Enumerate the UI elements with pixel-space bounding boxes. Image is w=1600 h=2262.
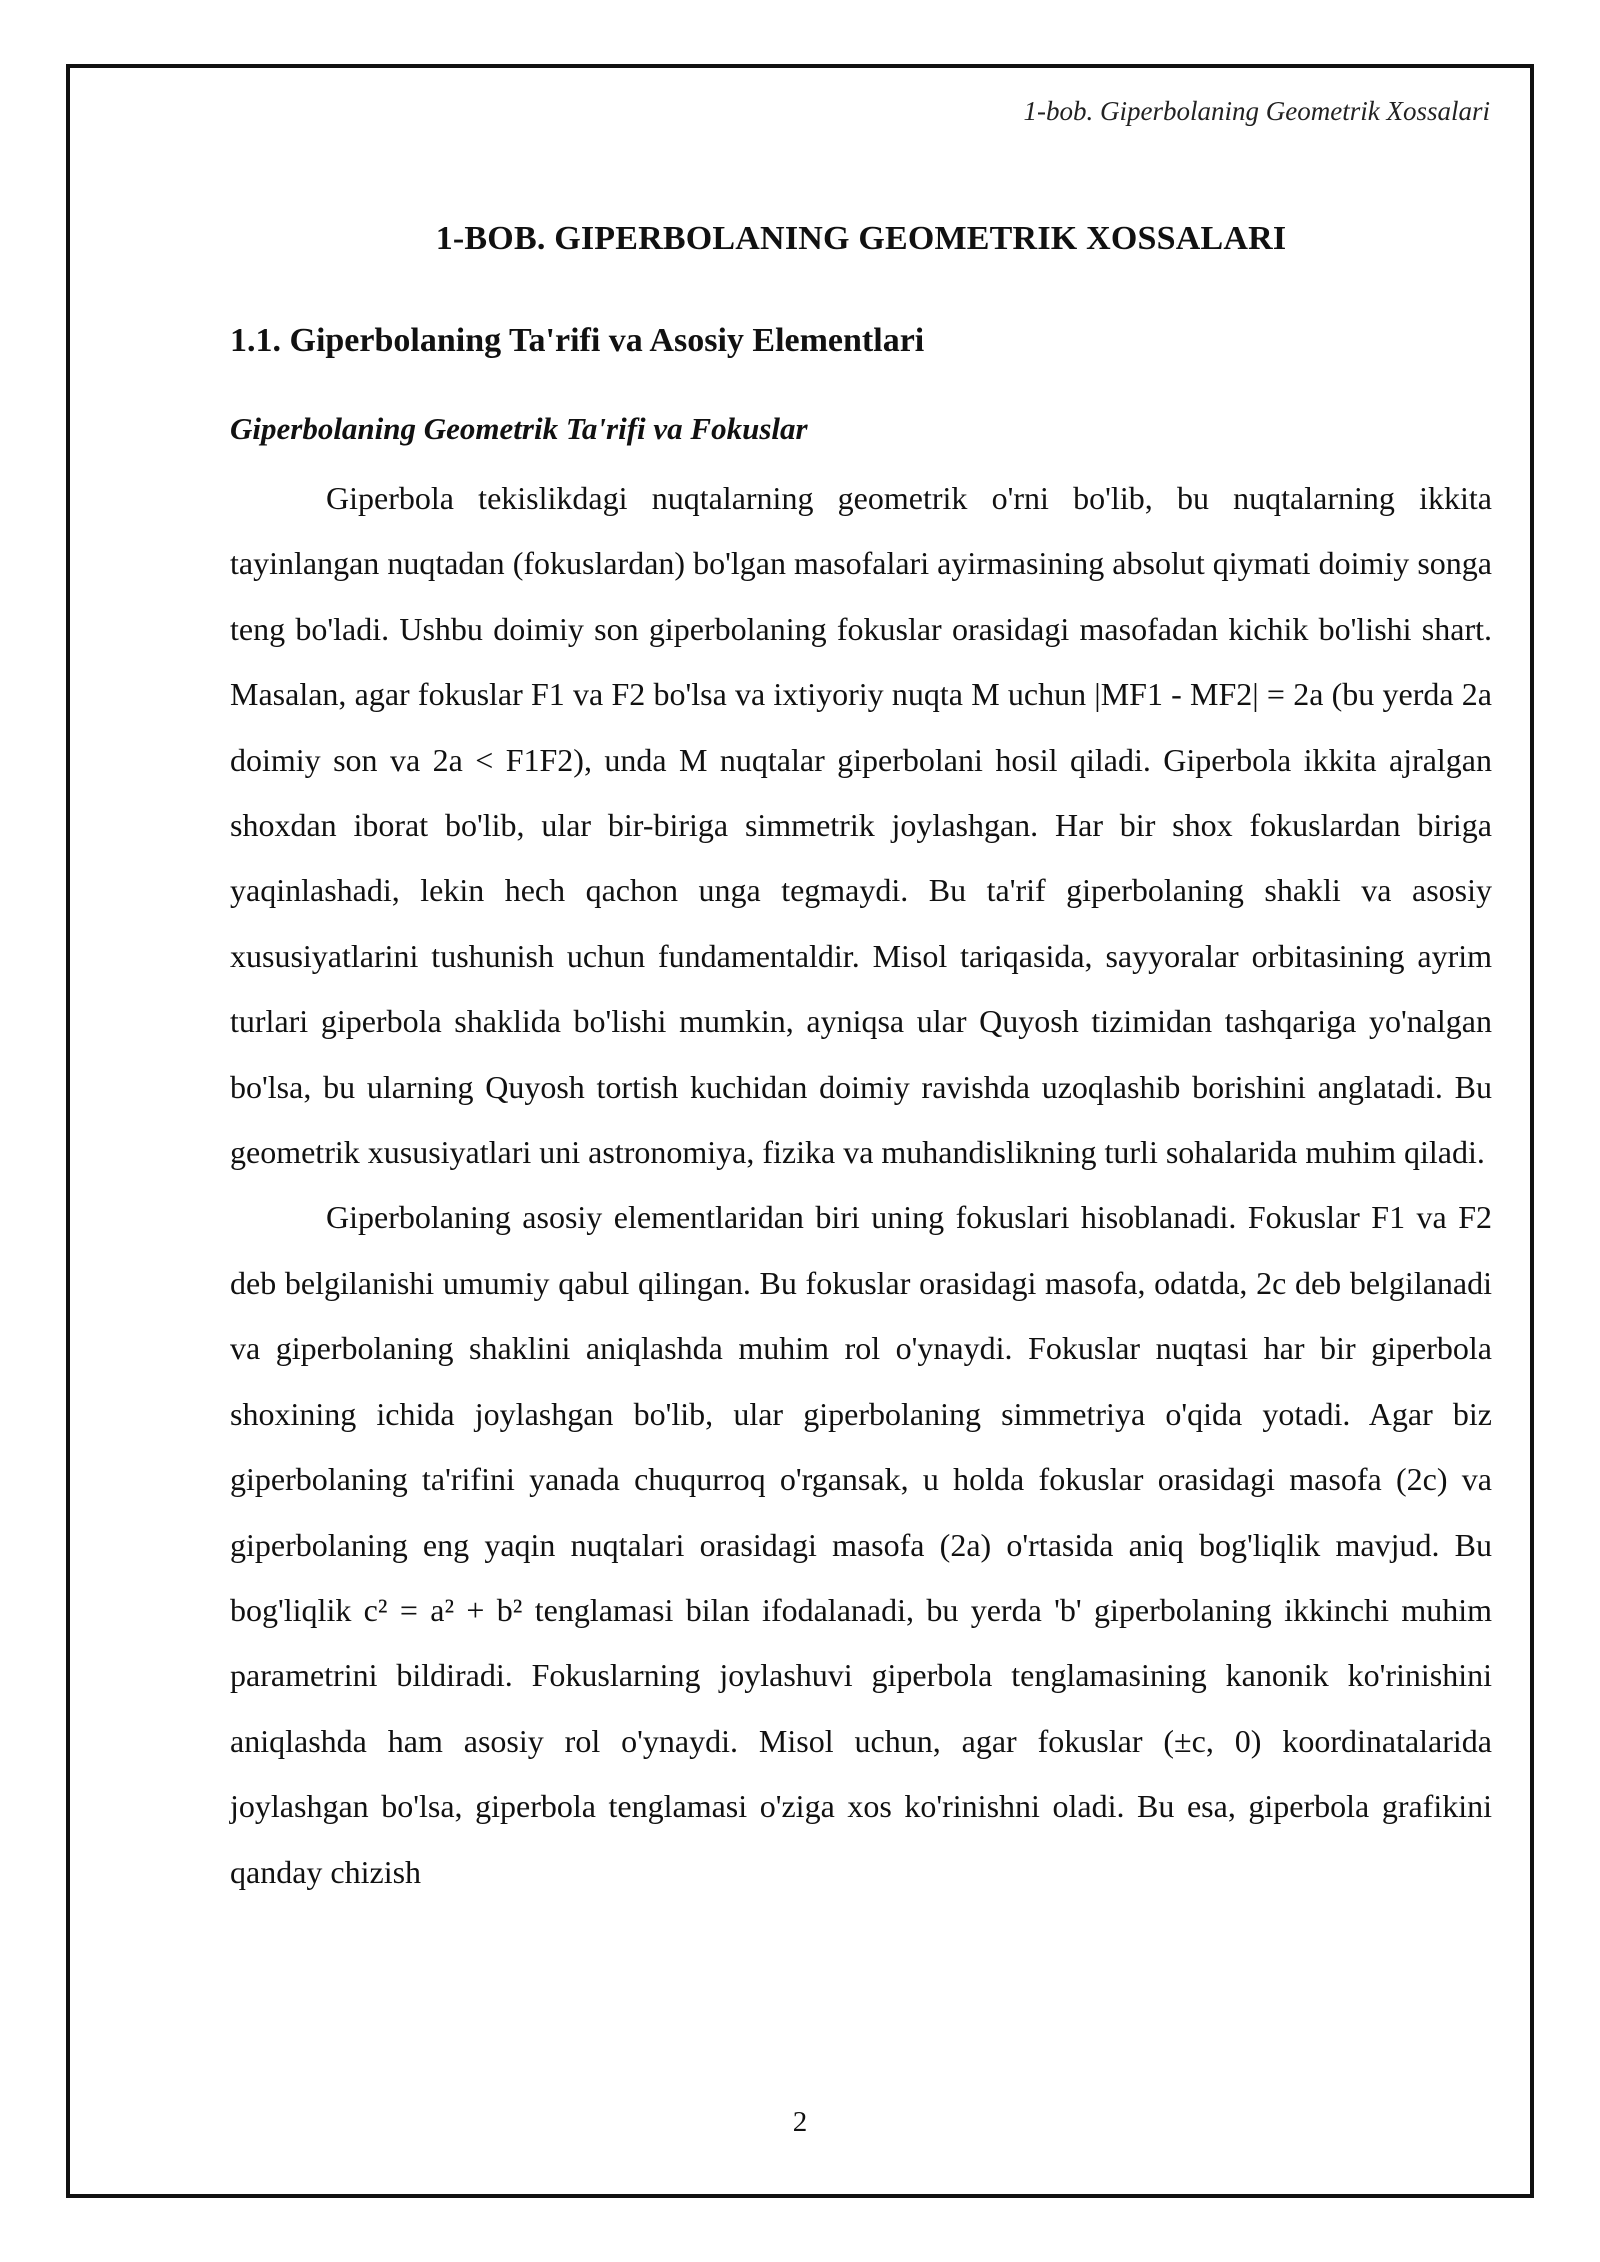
page-number: 2 [792,2106,808,2138]
subsection-title: Giperbolaning Geometrik Ta'rifi va Fokuslar [230,411,808,446]
chapter-title: 1-BOB. GIPERBOLANING GEOMETRIK XOSSALARI [435,220,1287,257]
body-paragraph-2: Giperbolaning asosiy elementlaridan biri uning fokuslari hisoblanadi. Fokuslar F1 va F2 deb belgilanishi umumiy qabul qilingan. Bu fokuslar orasidagi masofa, odatda, 2c deb belgilanadi va giperbolaning shaklini aniqlashda muhim rol o'ynaydi. Fokuslar nuqtasi har bir giperbola shoxining ichida joylashgan bo'lib, ular giperbolaning simmetriya o'qida yotadi. Agar biz giperbolaning ta'rifini yanada chuqurroq o'rgansak, u holda fokuslar orasidagi masofa (2c) va giperbolaning eng yaqin nuqtalari orasidagi masofa (2a) o'rtasida aniq bog'liqlik mavjud. Bu bog'liqlik c² = a² + b² tenglamasi bilan ifodalanadi, bu yerda 'b' giperbolaning ikkinchi muhim parametrini bildiradi. Fokuslarning joylashuvi giperbola tenglamasining kanonik ko'rinishini aniqlashda ham asosiy rol o'ynaydi. Misol uchun, agar fokuslar (±c, 0) koordinatalarida joylashgan bo'lsa, giperbola tenglamasi o'ziga xos ko'rinishni oladi. Bu esa, giperbola grafikini qanday chizish [230,1199,1492,1890]
body-paragraph-1: Giperbola tekislikdagi nuqtalarning geometrik o'rni bo'lib, bu nuqtalarning ikkita tayinlangan nuqtadan (fokuslardan) bo'lgan masofalari ayirmasining absolut qiymati doimiy songa teng bo'ladi. Ushbu doimiy son giperbolaning fokuslar orasidagi masofadan kichik bo'lishi shart. Masalan, agar fokuslar F1 va F2 bo'lsa va ixtiyoriy nuqta M uchun |MF1 - MF2| = 2a (bu yerda 2a doimiy son va 2a < F1F2), unda M nuqtalar giperbolani hosil qiladi. Giperbola ikkita ajralgan shoxdan iborat bo'lib, ular bir-biriga simmetrik joylashgan. Har bir shox fokuslardan biriga yaqinlashadi, lekin hech qachon unga tegmaydi. Bu ta'rif giperbolaning shakli va asosiy xususiyatlarini tushunish uchun fundamentaldir. Misol tariqasida, sayyoralar orbitasining ayrim turlari giperbola shaklida bo'lishi mumkin, ayniqsa ular Quyosh tizimidan tashqariga yo'nalgan bo'lsa, bu ularning Quyosh tortish kuchidan doimiy ravishda uzoqlashib borishini anglatadi. Bu geometrik xususiyatlari uni astronomiya, fizika va muhandislikning turli sohalarida muhim qiladi. [230,480,1492,1171]
page-content [230,210,1492,1905]
section-title: 1.1. Giperbolaning Ta'rifi va Asosiy Elementlari [230,322,925,359]
running-header: 1-bob. Giperbolaning Geometrik Xossalari [1023,96,1490,126]
